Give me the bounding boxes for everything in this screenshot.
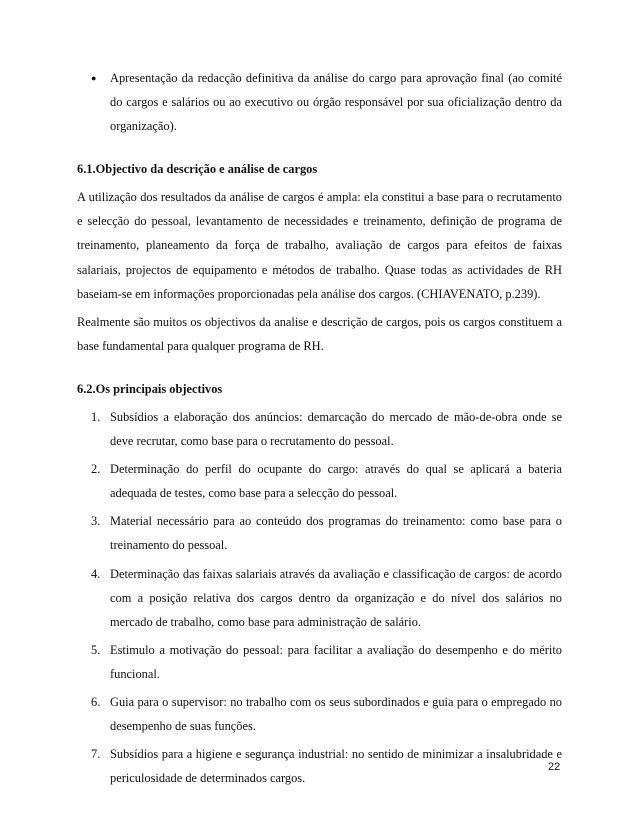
bullet-item <box>77 66 562 138</box>
list-item <box>77 562 562 634</box>
list-item-text: Subsídios para a higiene e segurança industrial: no sentido de minimizar a insalubridade e periculosidade de determinados cargos. <box>110 747 562 786</box>
list-item <box>77 690 562 738</box>
list-item-text: Determinação das faixas salariais através da avaliação e classificação de cargos: de acordo com a posição relativa dos cargos dentro da organização e do nível dos salários no mercado de trabalho, como base para administração de salário. <box>110 566 562 629</box>
list-number: 4. <box>91 566 101 581</box>
intro-bullet-list <box>77 66 562 138</box>
list-item-text: Determinação do perfil do ocupante do cargo: através do qual se aplicará a bateria adequada de testes, como base para a selecção do pessoal. <box>110 462 562 501</box>
paragraph-usage: A utilização dos resultados da análise de cargos é ampla: ela constitui a base para o recrutamento e selecção do pessoal, levantamento de necessidades e treinamento, definição de programa de treinamento, planeamento da força de trabalho, avaliação de cargos para efeitos de faixas salariais, projectos de equipamento e métodos de trabalho. Quase todas as actividades de RH baseiam-se em informações proporcionadas pela análise dos cargos. (CHIAVENATO, p.239). <box>77 190 562 301</box>
list-item <box>77 742 562 790</box>
document-page <box>77 66 562 794</box>
paragraph-conclusion: Realmente são muitos os objectivos da analise e descrição de cargos, pois os cargos constituem a base fundamental para qualquer programa de RH. <box>77 314 562 353</box>
list-item-text: Estimulo a motivação do pessoal: para facilitar a avaliação do desempenho e do mérito funcional. <box>110 642 562 681</box>
bullet-dot-icon: ● <box>91 73 97 83</box>
list-item <box>77 405 562 453</box>
section-heading-objective: 6.1.Objectivo da descrição e análise de cargos <box>77 162 318 177</box>
list-number: 7. <box>91 747 101 762</box>
objectives-list <box>77 405 562 790</box>
list-item <box>77 509 562 557</box>
list-number: 1. <box>91 409 101 424</box>
section-heading-main-objectives: 6.2.Os principais objectivos <box>77 381 223 396</box>
list-number: 3. <box>91 514 101 529</box>
list-number: 6. <box>91 694 101 709</box>
page-number: 22 <box>548 761 561 773</box>
list-item <box>77 457 562 505</box>
list-number: 5. <box>91 642 101 657</box>
list-item-text: Subsídios a elaboração dos anúncios: demarcação do mercado de mão-de-obra onde se deve recrutar, como base para o recrutamento do pessoal. <box>110 409 562 449</box>
list-number: 2. <box>91 462 101 477</box>
list-item <box>77 638 562 686</box>
list-item-text: Material necessário para ao conteúdo dos programas do treinamento: como base para o treinamento do pessoal. <box>110 514 562 553</box>
bullet-text: Apresentação da redacção definitiva da análise do cargo para aprovação final (ao comité do cargos e salários ou ao executivo ou órgão responsável por sua oficialização dentro da organização). <box>110 71 562 134</box>
list-item-text: Guia para o supervisor: no trabalho com os seus subordinados e guia para o empregado no desempenho de suas funções. <box>110 694 562 734</box>
